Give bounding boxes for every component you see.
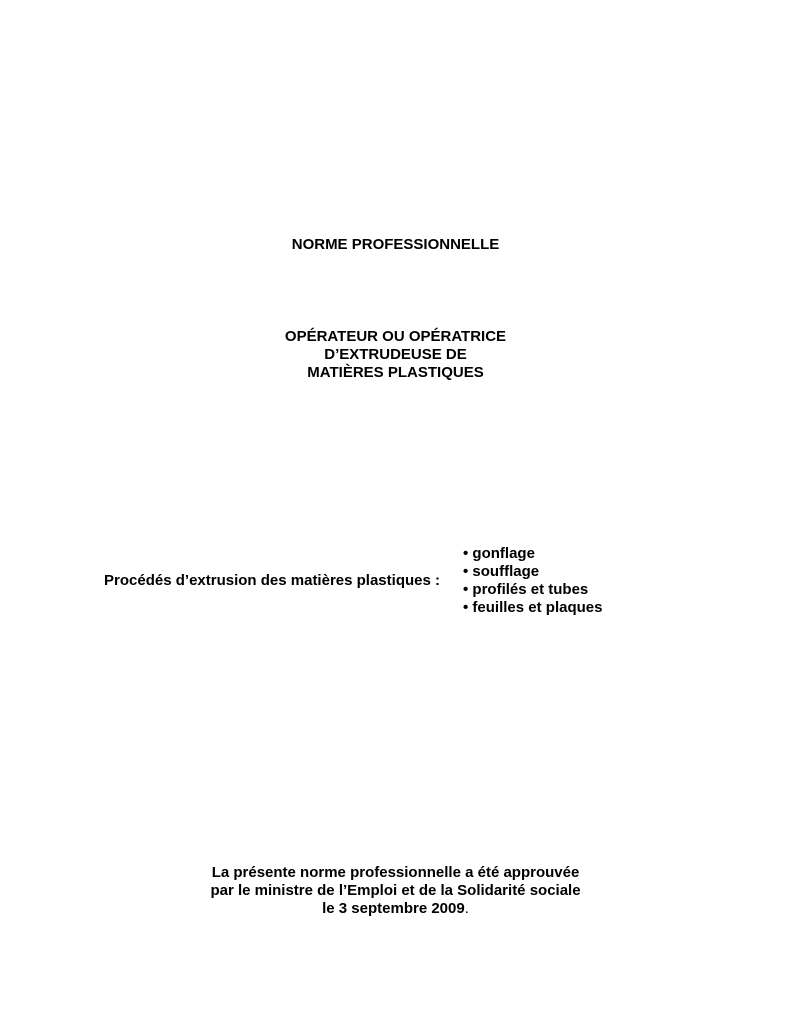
process-item-gonflage: • gonflage (463, 545, 535, 562)
approval-line: par le ministre de l’Emploi et de la Solidarité sociale (210, 882, 581, 899)
processes-label: Procédés d’extrusion des matières plastiques : (104, 572, 440, 589)
process-item-soufflage: • soufflage (463, 563, 540, 580)
approval-date: le 3 septembre 2009 (322, 900, 465, 917)
approval-line: La présente norme professionnelle a été approuvée (211, 864, 580, 881)
approval-statement (0, 864, 791, 918)
approval-period: . (464, 900, 469, 917)
job-title-line: MATIÈRES PLASTIQUES (307, 364, 484, 381)
processes-list (463, 545, 602, 617)
process-item-profiles-tubes: • profilés et tubes (463, 581, 589, 598)
approval-date-line (0, 900, 791, 918)
job-title-line: OPÉRATEUR OU OPÉRATRICE (284, 328, 507, 345)
document-type-heading: NORME PROFESSIONNELLE (291, 236, 500, 253)
process-item-feuilles-plaques: • feuilles et plaques (463, 599, 603, 616)
job-title-line: D’EXTRUDEUSE DE (324, 346, 467, 363)
job-title-heading (0, 328, 791, 382)
